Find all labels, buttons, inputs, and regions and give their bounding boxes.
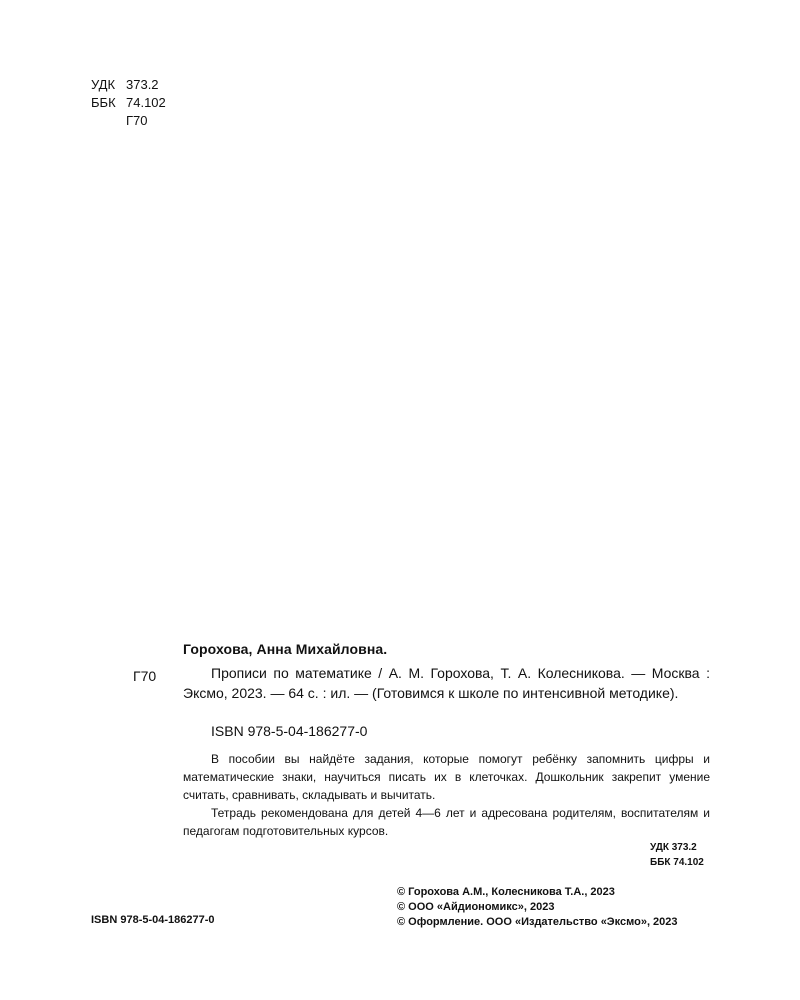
card-description: Прописи по математике / А. М. Горохова, Т. А. Колесникова. — Москва : Эксмо, 2023. — 64 с. : ил. — (Готовимся к школе по интенсивной методике).: [183, 665, 710, 701]
copyright-line-1: © Горохова А.М., Колесникова Т.А., 2023: [397, 886, 615, 898]
copyright-block: [397, 885, 678, 930]
udk-label: УДК: [91, 77, 116, 92]
annotation: [183, 750, 710, 840]
small-classification: [650, 840, 704, 870]
bbk-label: ББК: [91, 95, 116, 110]
copyright-line-3: © Оформление. ООО «Издательство «Эксмо», 2023: [397, 916, 678, 928]
bbk-value: 74.102: [126, 95, 166, 110]
author-mark-row: [91, 112, 166, 130]
card-author: Горохова, Анна Михайловна.: [183, 641, 388, 657]
small-udk: УДК 373.2: [650, 842, 697, 853]
copyright-line-2: © ООО «Айдиономикс», 2023: [397, 901, 555, 913]
author-mark: Г70: [126, 113, 148, 128]
annotation-paragraph-2: Тетрадь рекомендована для детей 4—6 лет и адресована родителям, воспитателям и педагогам подготовительных курсов.: [183, 806, 710, 838]
card-isbn: ISBN 978-5-04-186277-0: [211, 723, 368, 739]
card-code: Г70: [133, 668, 157, 684]
classification-block: [91, 76, 166, 130]
annotation-paragraph-1: В пособии вы найдёте задания, которые помогут ребёнку запомнить цифры и математические знаки, научиться писать их в клеточках. Дошкольник закрепит умение считать, сравнивать, складывать и вычитать.: [183, 752, 710, 802]
udk-row: [91, 76, 166, 94]
small-bbk: ББК 74.102: [650, 857, 704, 868]
udk-value: 373.2: [126, 77, 159, 92]
isbn-bottom: ISBN 978-5-04-186277-0: [91, 914, 215, 926]
bbk-row: [91, 94, 166, 112]
